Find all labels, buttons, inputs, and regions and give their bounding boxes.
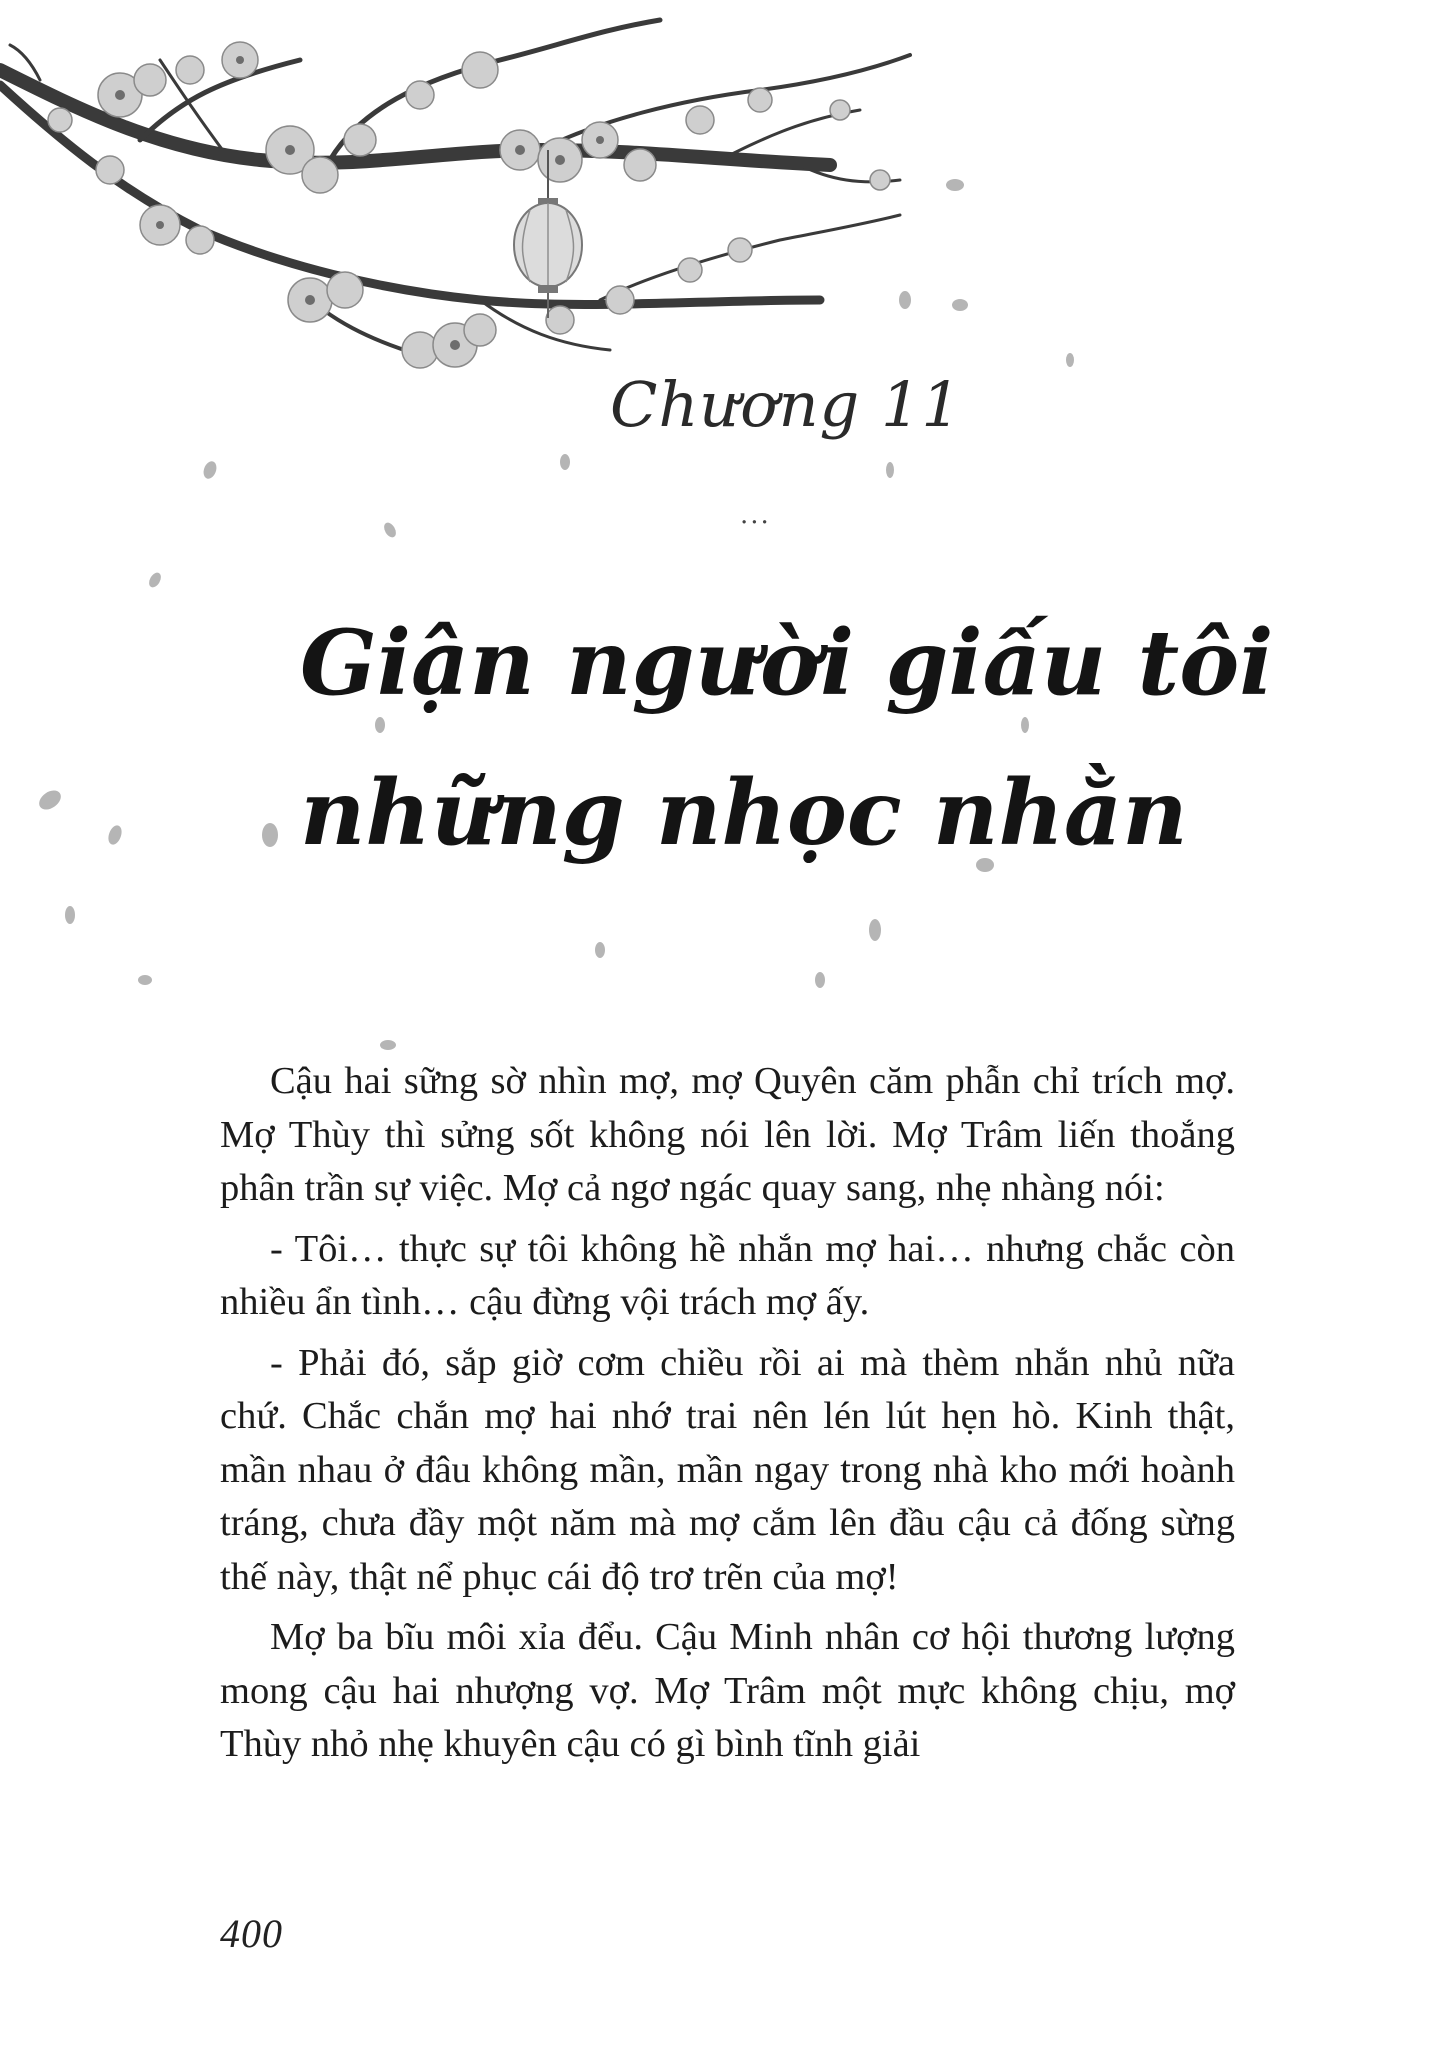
falling-petal-icon [869, 919, 881, 941]
falling-petal-icon [560, 454, 570, 470]
chapter-body [220, 1055, 1235, 1779]
falling-petal-icon [952, 299, 968, 311]
falling-petal-icon [595, 942, 605, 958]
falling-petal-icon [899, 291, 911, 309]
paragraph: - Phải đó, sắp giờ cơm chiều rồi ai mà thèm nhắn nhủ nữa chứ. Chắc chắn mợ hai nhớ trai nên lén lút hẹn hò. Kinh thật, mần nhau ở đâu không mần, mần ngay trong nhà kho mới hoành tráng, chưa đầy một năm mà mợ cắm lên đầu cậu cả đống sừng thế này, thật nể phục cái độ trơ trẽn của mợ! [220, 1341, 1235, 1598]
falling-petal-icon [147, 571, 164, 590]
falling-petal-icon [375, 717, 385, 733]
falling-petal-icon [65, 906, 75, 924]
falling-petal-icon [106, 824, 124, 847]
falling-petal-icon [382, 521, 399, 540]
paragraph: - Tôi… thực sự tôi không hề nhắn mợ hai… nhưng chắc còn nhiều ẩn tình… cậu đừng vội trách mợ ấy. [220, 1227, 1235, 1323]
page-number: 400 [220, 1911, 283, 1956]
falling-petal-icon [262, 823, 278, 847]
chapter-separator: ... [740, 500, 771, 530]
falling-petal-icon [380, 1040, 396, 1050]
falling-petal-icon [36, 787, 65, 814]
paragraph: Mợ ba bĩu môi xỉa đểu. Cậu Minh nhân cơ hội thương lượng mong cậu hai nhượng vợ. Mợ Trâm một mực không chịu, mợ Thùy nhỏ nhẹ khuyên cậu có gì bình tĩnh giải [220, 1616, 1235, 1765]
falling-petal-icon [1066, 353, 1074, 367]
chapter-title-line-1: Giận người giấu tôi [300, 610, 1274, 716]
chapter-title-line-2: những nhọc nhằn [300, 760, 1188, 866]
chapter-label: Chương 11 [610, 368, 962, 441]
falling-petal-icon [886, 462, 894, 478]
falling-petal-icon [201, 459, 218, 480]
falling-petal-icon [946, 179, 964, 191]
falling-petal-icon [138, 975, 152, 985]
falling-petal-icon [1021, 717, 1029, 733]
paragraph: Cậu hai sững sờ nhìn mợ, mợ Quyên căm phẫn chỉ trích mợ. Mợ Thùy thì sửng sốt không nói lên lời. Mợ Trâm liến thoắng phân trần sự việc. Mợ cả ngơ ngác quay sang, nhẹ nhàng nói: [220, 1060, 1235, 1209]
blossoms [48, 42, 890, 368]
falling-petal-icon [815, 972, 825, 988]
